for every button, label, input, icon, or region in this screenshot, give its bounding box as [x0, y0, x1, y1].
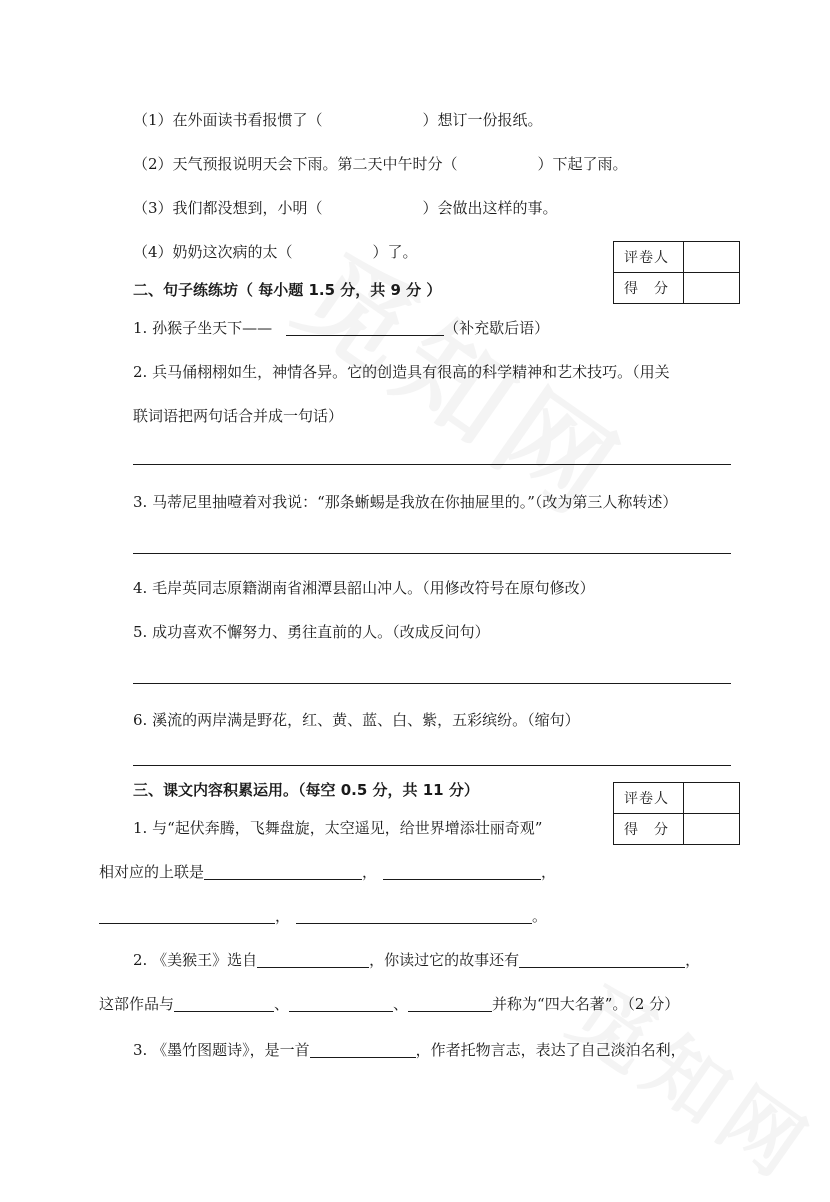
- answer-blank[interactable]: [310, 1041, 416, 1058]
- answer-blank[interactable]: [257, 951, 369, 968]
- question-text: 3. 《墨竹图题诗》，是一首: [133, 1041, 310, 1059]
- question-3-1-line1: 1. 与“起伏奔腾，飞舞盘旋，太空遥见，给世界增添壮丽奇观”: [133, 819, 543, 837]
- question-3-1-line3: [99, 906, 547, 926]
- question-3-2-line1: [133, 950, 700, 970]
- item-text: ）会做出这样的事。: [422, 199, 558, 217]
- item-text: ）了。: [372, 243, 418, 261]
- grader-cell[interactable]: [684, 783, 740, 814]
- question-hint: （补充歇后语）: [444, 319, 550, 337]
- grader-label: 评卷人: [614, 242, 684, 273]
- grader-cell[interactable]: [684, 242, 740, 273]
- answer-line[interactable]: [133, 683, 731, 684]
- answer-blank[interactable]: [204, 863, 362, 880]
- score-cell[interactable]: [684, 814, 740, 845]
- answer-blank[interactable]: [174, 995, 274, 1012]
- question-3-2-line2: [99, 994, 679, 1014]
- item-text: （2）天气预报说明天会下雨。第二天中午时分（: [133, 155, 458, 173]
- watermark: [551, 953, 830, 1202]
- punctuation: 、: [274, 995, 290, 1013]
- punctuation: 、: [393, 995, 409, 1013]
- question-2-2-line2: 联词语把两句话合并成一句话）: [133, 407, 344, 425]
- section-3-title: 三、课文内容积累运用。（每空 0.5 分，共 11 分）: [133, 781, 479, 799]
- item-text: （4）奶奶这次病的太（: [133, 243, 293, 261]
- question-2-6: 6. 溪流的两岸满是野花，红、黄、蓝、白、紫，五彩缤纷。（缩句）: [133, 711, 580, 729]
- item-text: （1）在外面读书看报惯了（: [133, 111, 323, 129]
- grader-label: 评卷人: [614, 783, 684, 814]
- answer-blank[interactable]: [289, 995, 393, 1012]
- answer-blank[interactable]: [296, 907, 532, 924]
- score-label: 得 分: [614, 814, 684, 845]
- fill-item-4: [133, 242, 418, 262]
- answer-blank[interactable]: [286, 319, 444, 336]
- score-label: 得 分: [614, 273, 684, 304]
- answer-line[interactable]: [133, 464, 731, 465]
- answer-line[interactable]: [133, 765, 731, 766]
- question-text: ，你读过它的故事还有: [369, 951, 520, 969]
- item-text: （3）我们都没想到，小明（: [133, 199, 323, 217]
- score-cell[interactable]: [684, 273, 740, 304]
- fill-item-2: [133, 154, 628, 174]
- answer-line[interactable]: [133, 553, 731, 554]
- fill-item-3: [133, 198, 558, 218]
- question-text: 这部作品与: [99, 995, 175, 1013]
- answer-blank[interactable]: [519, 951, 685, 968]
- score-box: [613, 241, 740, 304]
- punctuation: ，: [685, 951, 701, 969]
- question-text: 并称为“四大名著”。（2 分）: [492, 995, 680, 1013]
- question-2-3: 3. 马蒂尼里抽噎着对我说：“那条蜥蜴是我放在你抽屉里的。”（改为第三人称转述）: [133, 493, 678, 511]
- score-box: [613, 782, 740, 845]
- answer-blank[interactable]: [408, 995, 492, 1012]
- answer-blank[interactable]: [99, 907, 275, 924]
- section-2-title: 二、句子练练坊（ 每小题 1.5 分，共 9 分 ）: [133, 281, 442, 299]
- question-text: 相对应的上联是: [99, 863, 205, 881]
- question-3-1-line2: [99, 862, 556, 882]
- punctuation: ，: [275, 907, 291, 925]
- item-text: ）想订一份报纸。: [422, 111, 543, 129]
- question-3-3: [133, 1040, 686, 1060]
- punctuation: ，: [541, 863, 557, 881]
- punctuation: 。: [532, 907, 548, 925]
- question-text: 1. 孙猴子坐天下——: [133, 319, 273, 337]
- question-text: ，作者托物言志，表达了自己淡泊名利，: [415, 1041, 686, 1059]
- punctuation: ，: [362, 863, 378, 881]
- question-2-2-line1: 2. 兵马俑栩栩如生，神情各异。它的创造具有很高的科学精神和艺术技巧。（用关: [133, 363, 670, 381]
- question-2-5: 5. 成功喜欢不懈努力、勇往直前的人。（改成反问句）: [133, 623, 490, 641]
- fill-item-1: [133, 110, 543, 130]
- question-2-1: [133, 318, 549, 338]
- question-2-4: 4. 毛岸英同志原籍湖南省湘潭县韶山冲人。（用修改符号在原句修改）: [133, 579, 595, 597]
- question-text: 2. 《美猴王》选自: [133, 951, 258, 969]
- item-text: ）下起了雨。: [537, 155, 628, 173]
- answer-blank[interactable]: [383, 863, 541, 880]
